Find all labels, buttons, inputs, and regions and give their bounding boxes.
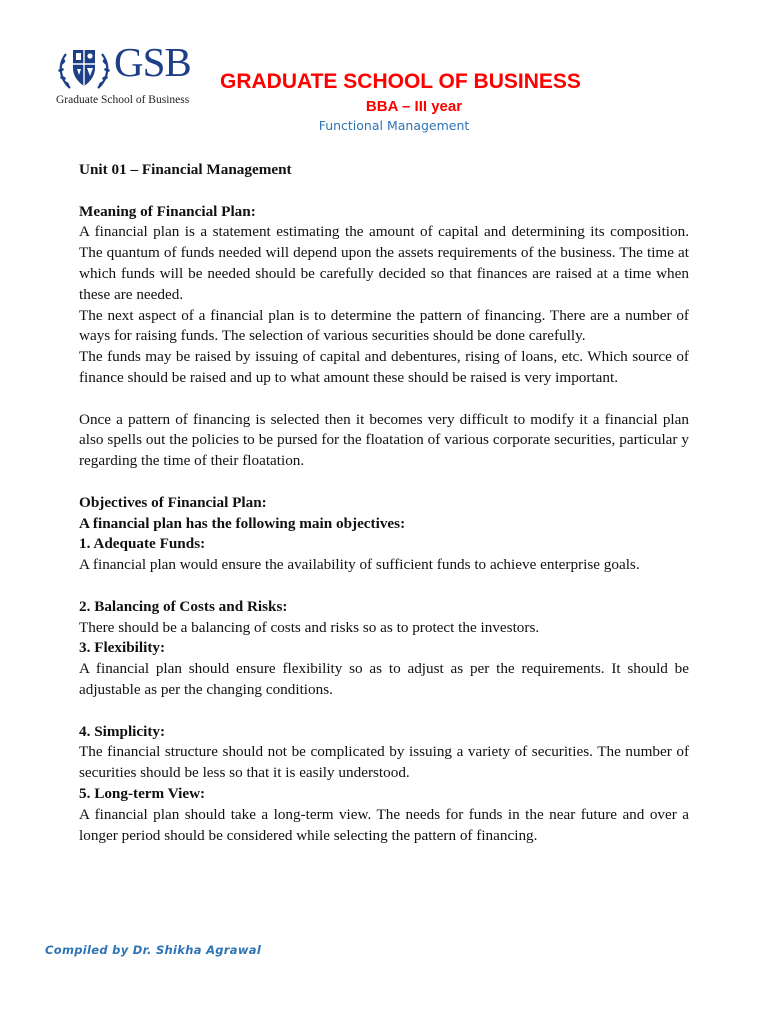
paragraph: The funds may be raised by issuing of capital and debentures, rising of loans, etc. Which source of finance should be raised and up to what amount these should be raised is very important. [79,348,689,386]
compiled-by-footer: Compiled by Dr. Shikha Agrawal [45,943,262,957]
logo-subtitle: Graduate School of Business [56,94,190,106]
section-heading-objectives: Objectives of Financial Plan: [79,493,267,511]
objective-text: A financial plan would ensure the availability of sufficient funds to achieve enterprise goals. [79,556,640,574]
program-year: BBA – III year [365,98,463,115]
objective-text: A financial plan should ensure flexibility so as to adjust as per the requirements. It should be adjustable as per the changing conditions. [79,660,689,698]
paragraph: The next aspect of a financial plan is to determine the pattern of financing. There are a number of ways for raising funds. The selection of various securities should be done carefully. [79,306,689,345]
paragraph: Once a pattern of financing is selected then it becomes very difficult to modify it a financial plan also spells out the policies to be pursed for the floatation of various corporate securities, particular y regarding the time of their floatation. [79,410,689,470]
objective-text: There should be a balancing of costs and risks so as to protect the investors. [79,618,540,636]
objective-heading: 1. Adequate Funds: [79,535,206,553]
school-title: GRADUATE SCHOOL OF BUSINESS [220,70,581,93]
paragraph: A financial plan is a statement estimating the amount of capital and determining its composition. The quantum of funds needed will depend upon the assets requirements of the business. The time at which funds will be needed should be carefully decided so that finances are raised at a time when these are needed. [79,223,689,303]
objective-text: A financial plan should take a long-term view. The needs for funds in the near future and over a longer period should be considered while selecting the pattern of financing. [79,805,689,844]
subject-name: Functional Management [318,118,470,133]
gsb-crest-icon [56,44,112,92]
objectives-intro: A financial plan has the following main objectives: [79,514,406,532]
objective-heading: 4. Simplicity: [79,722,166,740]
objective-text: The financial structure should not be complicated by issuing a variety of securities. The number of securities should be less so that it is easily understood. [79,743,689,782]
document-body [79,160,689,846]
unit-title: Unit 01 – Financial Management [79,161,292,178]
logo-wordmark: GSB [114,39,191,85]
objective-heading: 5. Long-term View: [79,784,206,802]
objective-heading: 2. Balancing of Costs and Risks: [79,597,288,615]
objective-heading: 3. Flexibility: [79,639,166,657]
section-heading-meaning: Meaning of Financial Plan: [79,202,256,220]
